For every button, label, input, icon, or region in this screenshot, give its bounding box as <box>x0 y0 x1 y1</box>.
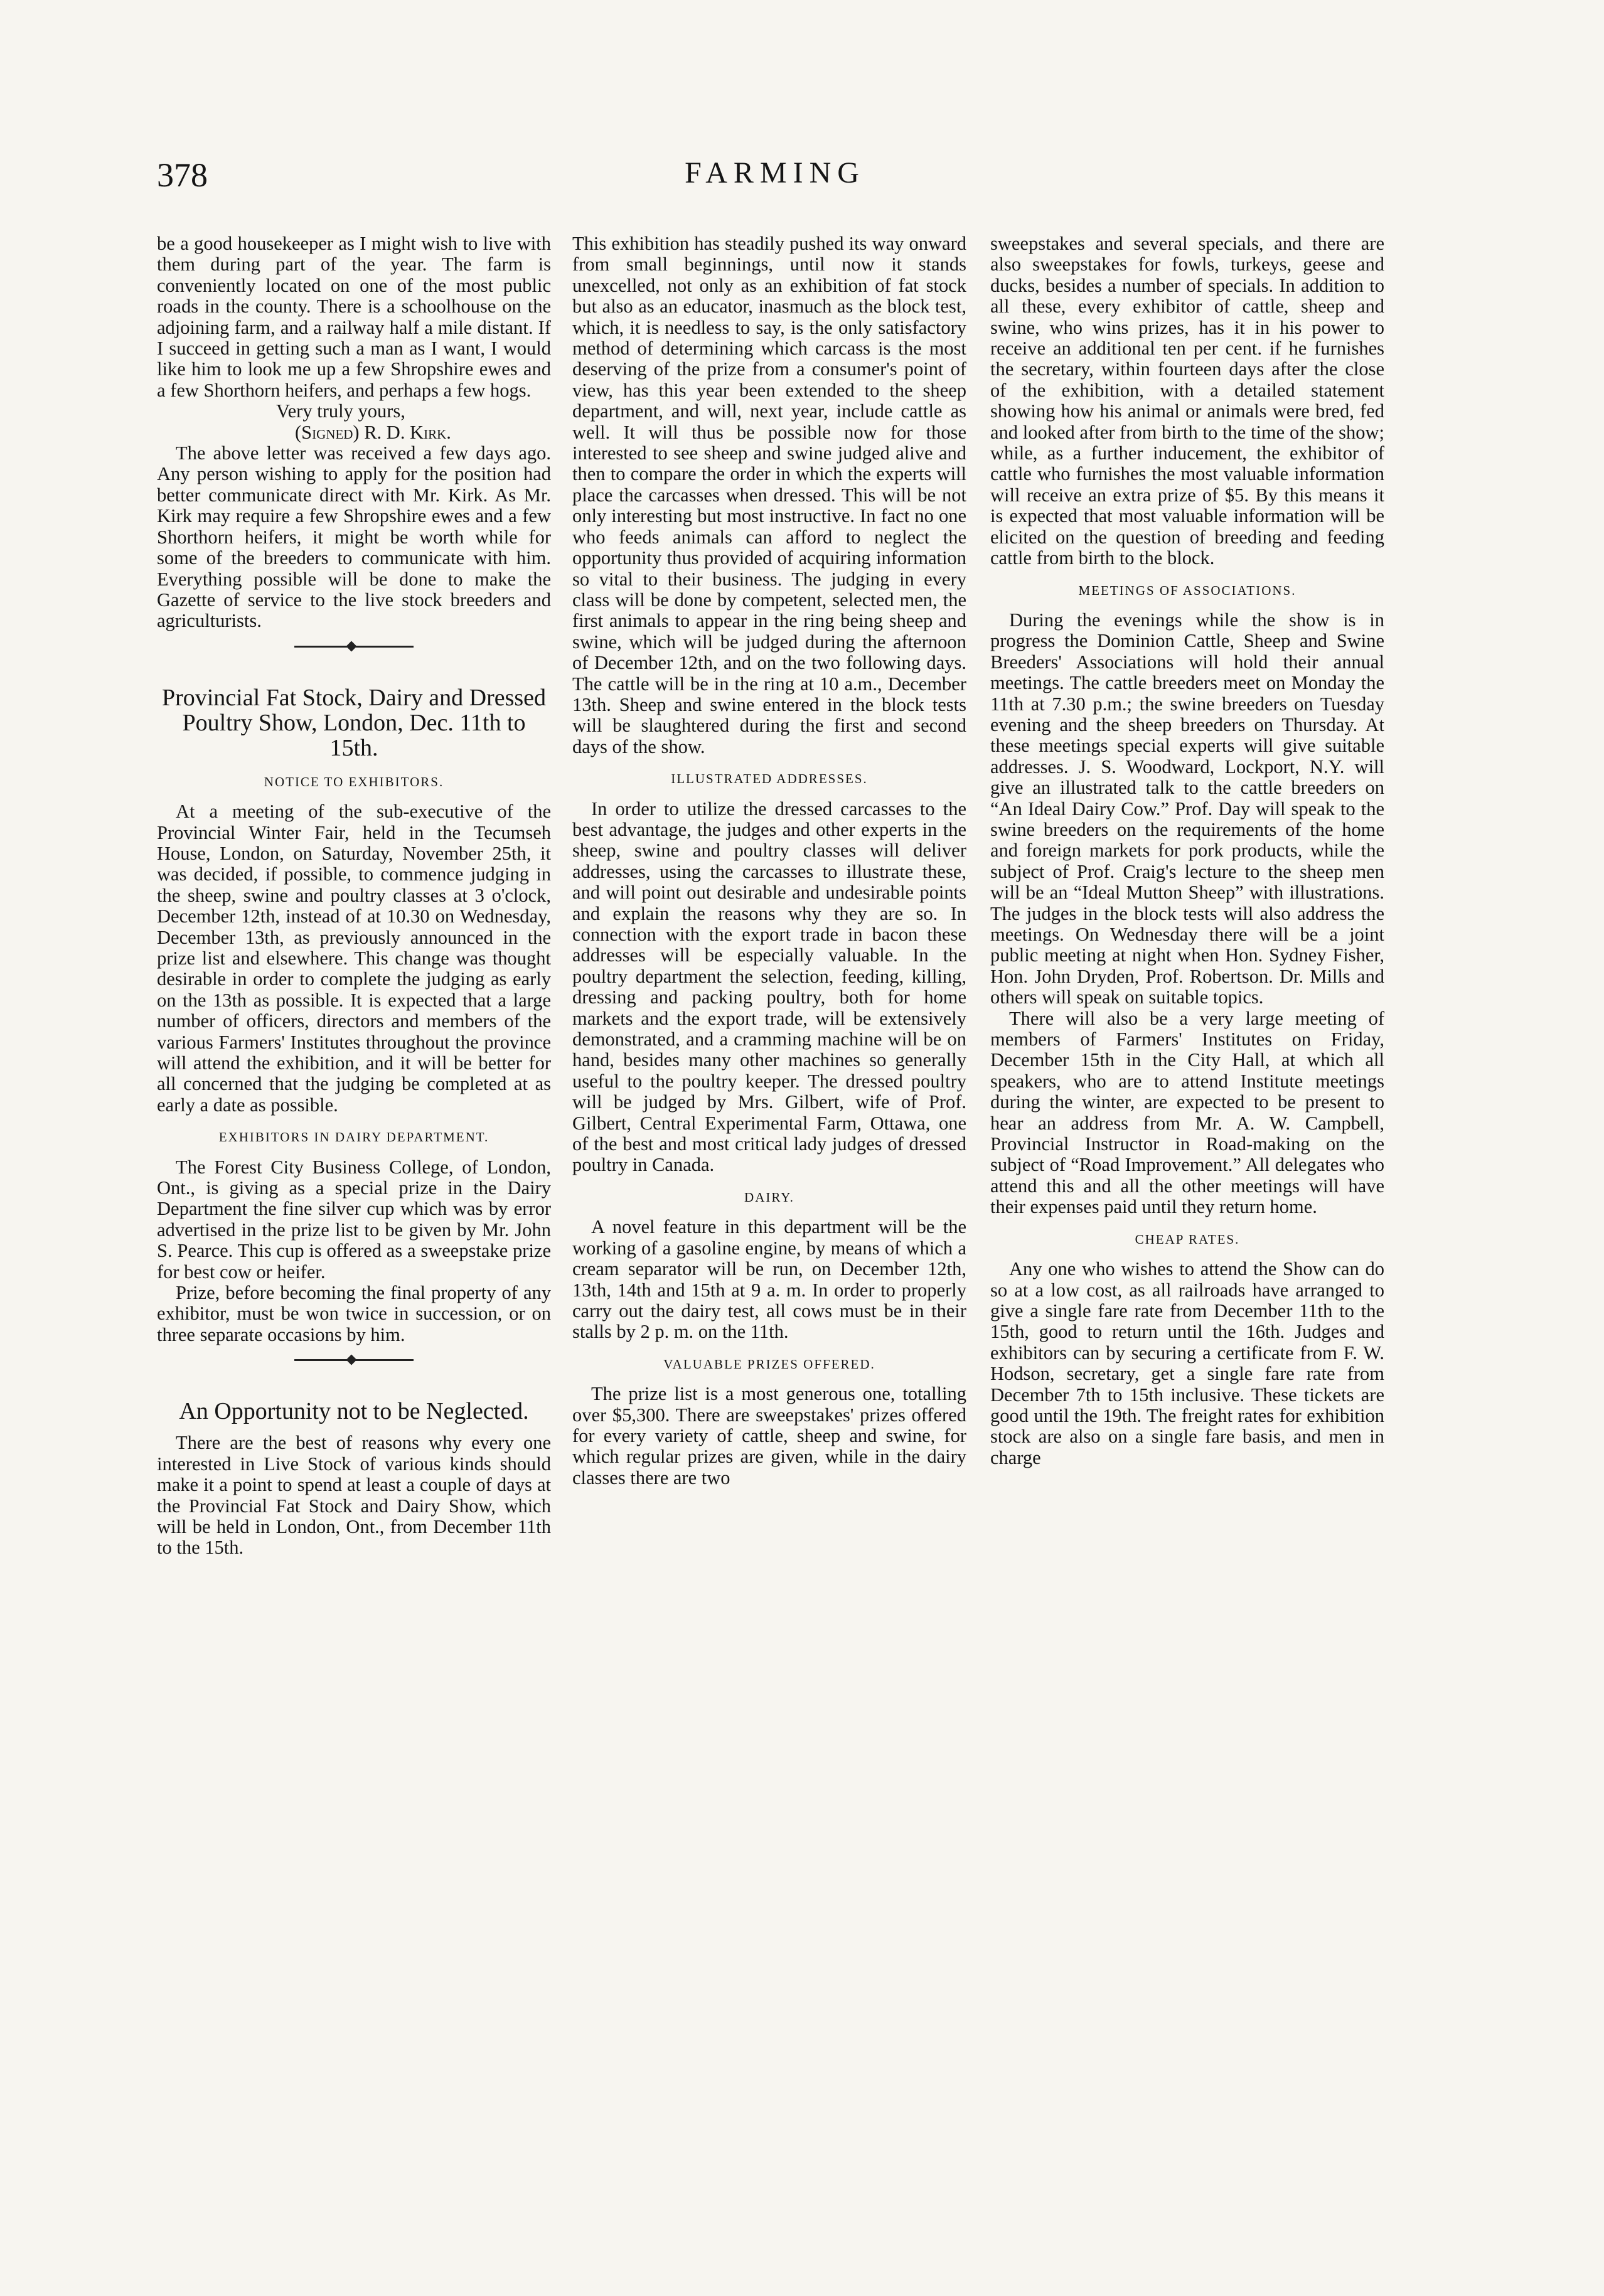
paragraph: The prize list is a most generous one, totalling over $5,300. There are sweepstakes' prizes offered for every variety of cattle, sheep and swine, for which regular prizes are given, while in the dairy classes there are two <box>572 1383 966 1488</box>
signature-closing: Very truly yours, <box>276 400 405 422</box>
paragraph: There are the best of reasons why every one interested in Live Stock of various kinds should make it a point to spend at least a couple of days at the Provincial Fat Stock and Dairy Show, which will be held in London, Ont., from December 11th to the 15th. <box>157 1432 551 1559</box>
section-subhead: VALUABLE PRIZES OFFERED. <box>663 1356 875 1372</box>
section-subhead: CHEAP RATES. <box>1135 1231 1240 1247</box>
section-subhead: NOTICE TO EXHIBITORS. <box>264 774 444 789</box>
column-1 <box>157 233 551 1559</box>
signature-name: (Signed) R. D. Kirk. <box>295 421 451 443</box>
paragraph: During the evenings while the show is in progress the Dominion Cattle, Sheep and Swine Breeders' Associations will hold their annual meetings. The cattle breeders meet on Monday the 11th at 7.30 p.m.; the swine breeders on Tuesday evening and the sheep breeders on Thursday. At these meetings special experts will give suitable addresses. J. S. Woodward, Lockport, N.Y. will give an illustrated talk to the cattle breeders on “An Ideal Dairy Cow.” Prof. Day will speak to the swine breeders on the requirements of the home and foreign markets for pork products, while the subject of Prof. Craig's lecture to the sheep men will be an “Ideal Mutton Sheep” with illustrations. The judges in the block tests will also address the meetings. On Wednesday there will be a joint public meeting at night when Hon. Sydney Fisher, Hon. John Dryden, Prof. Robertson. Dr. Mills and others will speak on suitable topics. <box>990 609 1384 1008</box>
section-subhead: EXHIBITORS IN DAIRY DEPARTMENT. <box>218 1129 489 1145</box>
article-headline: An Opportunity not to be Neglected. <box>179 1398 529 1425</box>
paragraph: Prize, before becoming the final property of any exhibitor, must be won twice in succession, or on three separate occasions by him. <box>157 1282 551 1345</box>
page-header <box>157 156 1393 206</box>
page-number: 378 <box>157 156 208 194</box>
paragraph: There will also be a very large meeting of members of Farmers' Institutes on Friday, December 15th in the City Hall, at which all speakers, who are to attend Institute meetings during the winter, are expected to be present to hear an address from Mr. A. W. Campbell, Provincial Instructor in Road-making on the subject of “Road Improvement.” All delegates who attend this and all the other meetings will have their expenses paid until they return home. <box>990 1007 1384 1218</box>
section-subhead: ILLUSTRATED ADDRESSES. <box>671 771 868 787</box>
paragraph: A novel feature in this department will be the working of a gasoline engine, by means of which a cream separator will be run, on December 12th, 13th, 14th and 15th at 9 a. m. In order to properly carry out the dairy test, all cows must be in their stalls by 2 p. m. on the 11th. <box>572 1216 966 1343</box>
paragraph: The above letter was received a few days ago. Any person wishing to apply for the position had better communicate direct with Mr. Kirk. As Mr. Kirk may require a few Shropshire ewes and a few Shorthorn heifers, it might be worth while for some of the breeders to communicate with him. Everything possible will be done to make the Gazette of service to the live stock breeders and agriculturists. <box>157 442 551 632</box>
paragraph: At a meeting of the sub-executive of the Provincial Winter Fair, held in the Tecumseh House, London, on Saturday, November 25th, it was decided, if possible, to commence judging in the sheep, swine and poultry classes at 3 o'clock, December 12th, instead of at 10.30 on Wednesday, December 13th, as previously announced in the prize list and elsewhere. This change was thought desirable in order to complete the judging as early on the 13th as possible. It is expected that a large number of officers, directors and members of the various Farmers' Institutes throughout the province will attend the exhibition, and it will be better for all concerned that the judging be completed at as early a date as possible. <box>157 801 551 1116</box>
divider-ornament <box>294 1359 414 1361</box>
paragraph: Any one who wishes to attend the Show can do so at a low cost, as all railroads have arranged to give a single fare rate from December 11th to the 15th, good to return until the 16th. Judges and exhibitors can by securing a certificate from F. W. Hodson, secretary, get a single fare rate from December 7th to 15th inclusive. These tickets are good until the 19th. The freight rates for exhibition stock are also on a single fare basis, and men in charge <box>990 1258 1384 1468</box>
section-subhead: DAIRY. <box>744 1189 794 1205</box>
paragraph: be a good housekeeper as I might wish to live with them during part of the year. The farm is conveniently located on one of the most public roads in the county. There is a schoolhouse on the adjoining farm, and a railway half a mile distant. If I succeed in getting such a man as I want, I would like him to look me up a few Shropshire ewes and a few Shorthorn heifers, and perhaps a few hogs. <box>157 233 551 401</box>
paragraph: In order to utilize the dressed carcasses to the best advantage, the judges and other experts in the sheep, swine and poultry classes will deliver addresses, using the carcasses to illustrate these, and will point out desirable and undesirable points and explain the reasons why they are so. In connection with the export trade in bacon these addresses will be especially valuable. In the poultry department the selection, feeding, killing, dressing and packing poultry, both for home markets and the export trade, will be extensively demonstrated, and a cramming machine will be on hand, besides many other machines so generally useful to the poultry keeper. The dressed poultry will be judged by Mrs. Gilbert, wife of Prof. Gilbert, Central Experimental Farm, Ottawa, one of the best and most critical lady judges of dressed poultry in Canada. <box>572 798 966 1176</box>
paragraph: The Forest City Business College, of London, Ont., is giving as a special prize in the Dairy Department the fine silver cup which was by error advertised in the prize list to be given by Mr. John S. Pearce. This cup is offered as a sweepstake prize for best cow or heifer. <box>157 1156 551 1283</box>
article-headline: Provincial Fat Stock, Dairy and Dressed Poultry Show, London, Dec. 11th to 15th. <box>161 684 547 761</box>
paragraph: sweepstakes and several specials, and there are also sweepstakes for fowls, turkeys, geese and ducks, besides a number of specials. In addition to all these, every exhibitor of cattle, sheep and swine, who wins prizes, has it in his power to receive an additional ten per cent. if he furnishes the secretary, within fourteen days after the close of the exhibition, with a detailed statement showing how his animal or animals were bred, fed and looked after from birth to the time of the show; while, as a further inducement, the exhibitor of cattle who furnishes the most valuable information will receive an extra prize of $5. By this means it is expected that most valuable information will be elicited on the question of breeding and feeding cattle from birth to the block. <box>990 233 1384 569</box>
running-head: FARMING <box>685 156 865 190</box>
section-subhead: MEETINGS OF ASSOCIATIONS. <box>1078 582 1297 598</box>
column-2 <box>572 233 966 1488</box>
divider-ornament <box>294 646 414 648</box>
column-3 <box>990 233 1384 1468</box>
paragraph: This exhibition has steadily pushed its way onward from small beginnings, until now it stands unexcelled, not only as an exhibition of fat stock but also as an educator, inasmuch as the block test, which, it is needless to say, is the only satisfactory method of determining which carcass is the most deserving of the prize from a consumer's point of view, has this year been extended to the sheep department, and will, next year, include cattle as well. It will thus be possible now for those interested to see sheep and swine judged alive and then to compare the order in which the experts will place the carcasses when dressed. This will be not only interesting but most instructive. In fact no one who feeds animals can afford to neglect the opportunity thus provided of acquiring information so vital to their business. The judging in every class will be done by competent, selected men, the first animals to appear in the ring being sheep and swine, which will be judged during the afternoon of December 12th, and on the two following days. The cattle will be in the ring at 10 a.m., December 13th. Sheep and swine entered in the block tests will be slaughtered during the first and second days of the show. <box>572 233 966 757</box>
